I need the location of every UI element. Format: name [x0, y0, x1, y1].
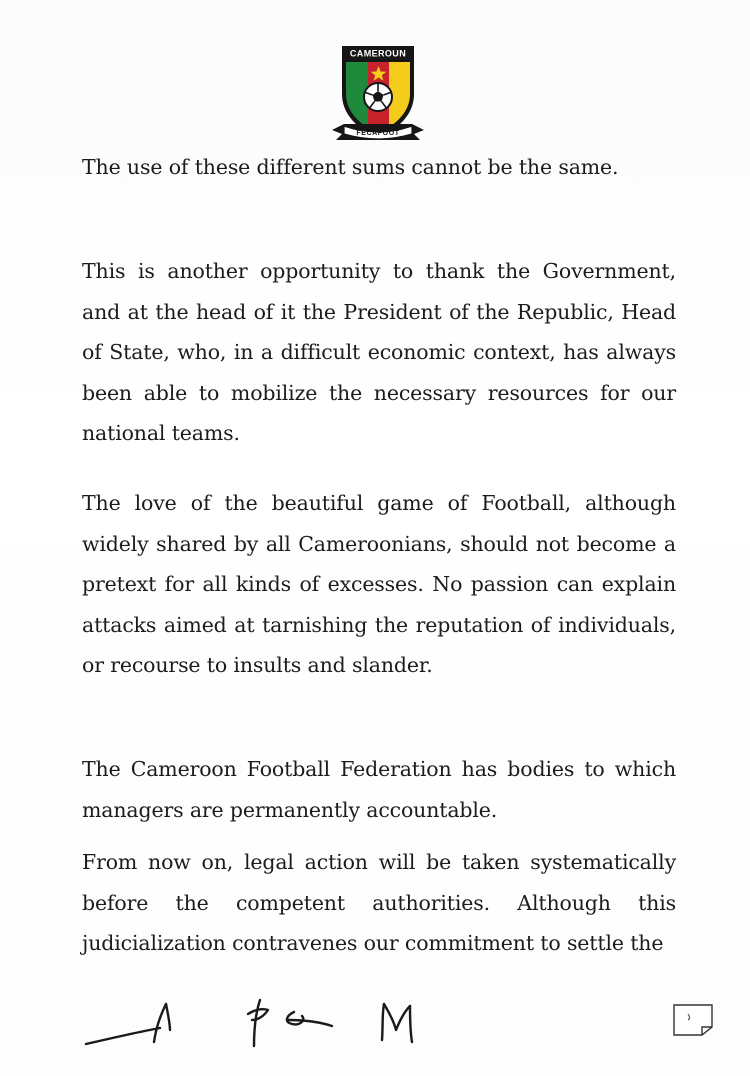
paragraph-3: The love of the beautiful game of Football, although widely shared by all Cameroonians, should not become a pretext for all kinds of excesses. No passion can explain attacks aimed at tarnishing the reputation of individuals, or recourse to insults and slander.	[82, 491, 676, 677]
paragraph-1: The use of these different sums cannot be the same.	[82, 155, 619, 179]
crest-text-bottom: FECAFOOT	[356, 130, 400, 137]
paragraph-4: The Cameroon Football Federation has bodies to which managers are permanently accountable.	[82, 757, 676, 822]
handwritten-initials-icon	[82, 990, 442, 1060]
crest-text-top: CAMEROUN	[349, 48, 407, 59]
fecafoot-crest-logo	[330, 38, 426, 148]
folded-page-icon	[672, 1001, 714, 1037]
crest-icon	[330, 38, 426, 148]
paragraph-5: From now on, legal action will be taken systematically before the competent authorities. Although this judicialization contravenes our commitment to settle the	[82, 850, 676, 955]
paragraph-2: This is another opportunity to thank the Government, and at the head of it the President of the Republic, Head of State, who, in a difficult economic context, has always been able to mobilize the necessary resources for our national teams.	[82, 259, 676, 445]
